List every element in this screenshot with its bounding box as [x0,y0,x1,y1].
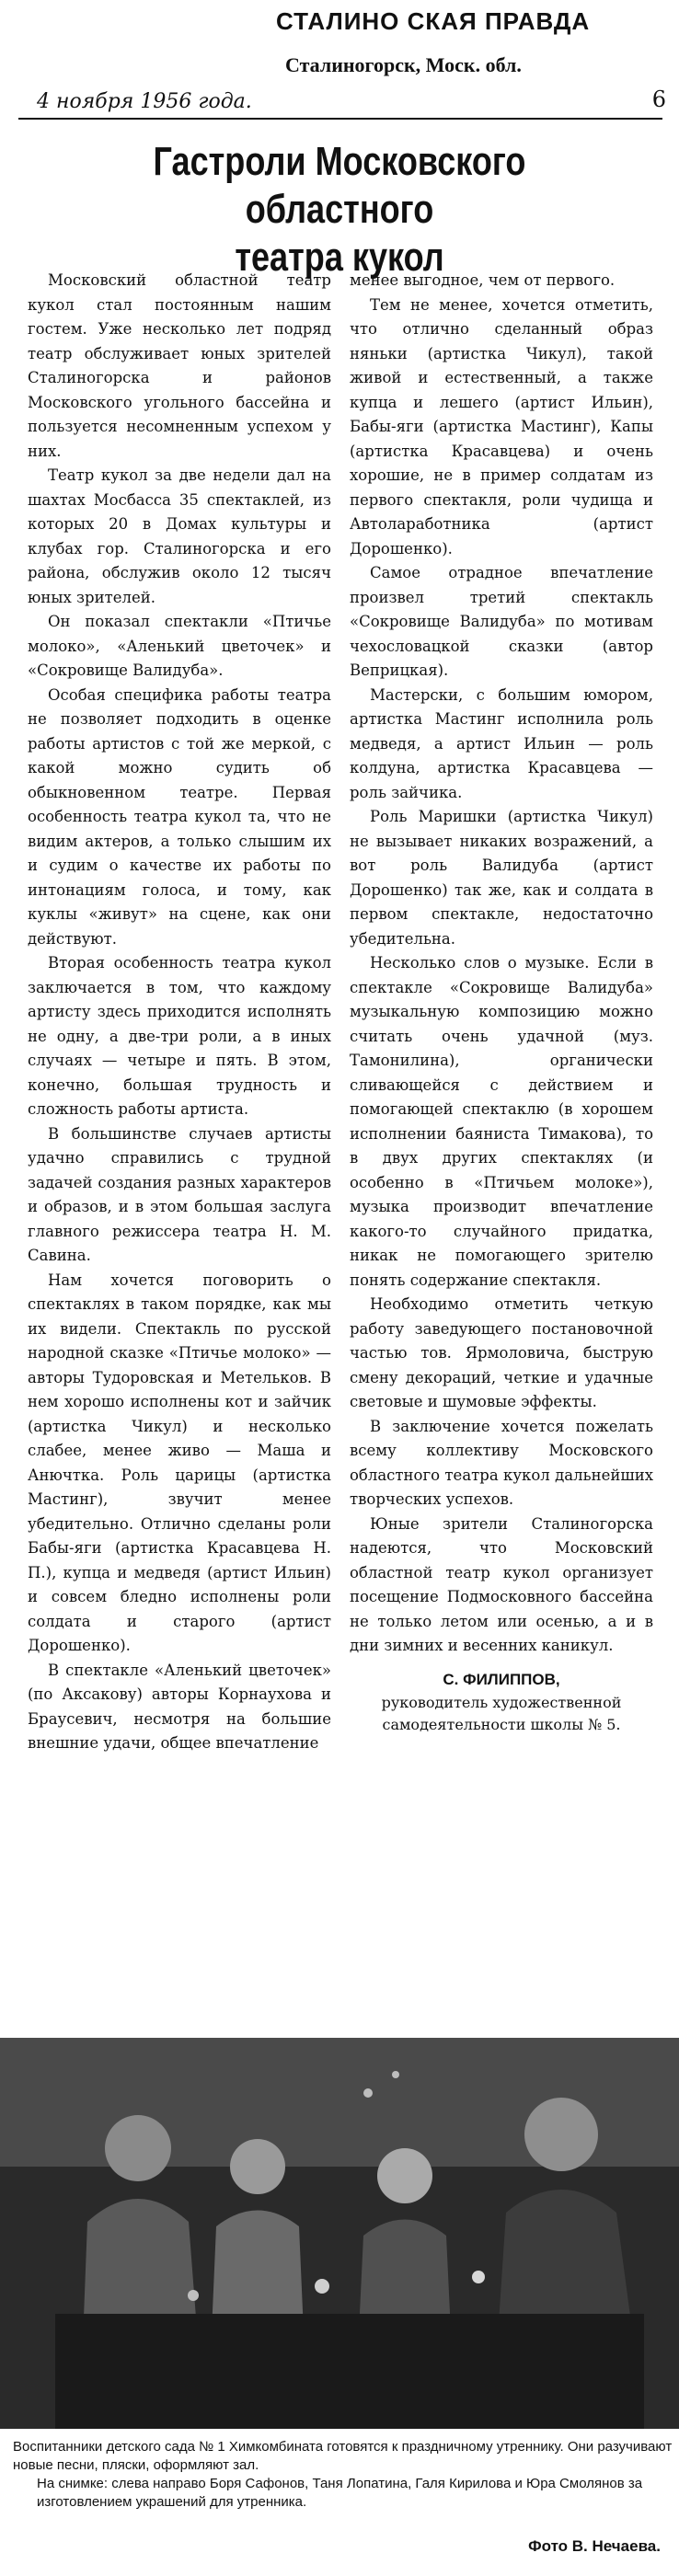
paragraph: менее выгодное, чем от первого. [350,271,616,289]
photo-caption [0,2438,679,2512]
paragraph: Особая специфика работы театра не позволяет подходить в оценке работы артистов с той же меркой, с какой можно судить об обыкновенном театре. Первая особенность театра кукол та, что не видим актеров, а только слышим их и судим о качестве их работы по интонациям голоса, и тому, как куклы «живут» на сцене, как они действуют. [28,685,331,948]
photo-credit: Фото В. Нечаева. [528,2537,661,2555]
masthead-rule [18,118,662,120]
paragraph: Вторая особенность театра кукол заключается в том, что каждому артисту здесь приходится исполнять не одну, а две-три роли, а в иных случаях — четыре и пять. В этом, конечно, большая трудность и сложность работы артиста. [28,954,331,1118]
paragraph: Самое отрадное впечатление произвел третий спектакль «Сокровище Валидуба» по мотивам чехословацкой сказки (автор Веприцкая). [350,564,653,679]
paragraph: Он показал спектакли «Птичье молоко», «Аленький цветочек» и «Сокровище Валидуба». [28,613,331,679]
paragraph: В заключение хочется пожелать всему коллективу Московского областного театра кукол дальнейших творческих успехов. [350,1417,653,1508]
article-body [28,269,653,2012]
left-column [28,269,331,1756]
paragraph: В большинстве случаев артисты удачно справились с трудной задачей создания разных характеров и образов, и в этом большая заслуга главного режиссера театра Н. М. Савина. [28,1124,331,1264]
caption-names: На снимке: слева направо Боря Сафонов, Таня Лопатина, Галя Кирилова и Юра Смолянов за изготовлением украшений для утренника. [37,2476,643,2510]
headline-line-1: Гастроли Московского областного [153,139,526,232]
issue-date: 4 ноября 1956 года. [37,90,252,113]
newspaper-city: Сталиногорск, Моск. обл. [285,53,522,76]
photo-illustration [0,2038,679,2429]
paragraph: Нам хочется поговорить о спектаклях в таком порядке, как мы их видели. Спектакль по русской народной сказке «Птичье молоко» — авторы Тудоровская и Метельков. В нем хорошо исполнены кот и зайчик (артистка Чикул) и несколько слабее, менее живо — Маша и Анючтка. Роль царицы (артистка Мастинг), звучит менее убедительно. Отлично сделаны роли Бабы-яги (артистка Красавцева Н. П.), купца и медведя (артист Ильин) и совсем бледно исполнены роли солдата и старого (артист Дорошенко). [28,1271,331,1654]
paragraph: Театр кукол за две недели дал на шахтах Мосбасса 35 спектаклей, из которых 20 в Домах культуры и клубах гор. Сталиногорска и его района, обслужив около 12 тысяч юных зрителей. [28,466,331,606]
author-signature [350,1668,653,1737]
article-headline [61,138,617,282]
paragraph: Роль Маришки (артистка Чикул) не вызывает никаких возражений, а вот роль Валидуба (артист Дорошенко) так же, как и солдата в первом спектакле, недостаточно убедительна. [350,808,653,948]
paragraph: Мастерски, с большим юмором, артистка Мастинг исполнила роль медведя, а артист Ильин — роль колдуна, артистка Красавцева — роль зайчика. [350,685,653,801]
masthead [0,4,679,123]
paragraph: Московский областной театр кукол стал постоянным нашим гостем. Уже несколько лет подряд театр обслуживает юных зрителей Сталиногорска и районов Московского угольного бассейна и пользуется несомненным успехом у них. [28,271,331,460]
paragraph: Несколько слов о музыке. Если в спектакле «Сокровище Валидуба» музыкальную композицию можно считать очень удачной (муз. Тамонилина), органически сливающейся с действием и помогающей спектаклю (в хорошем исполнении баяниста Тимакова), то в двух других спектаклях (и особенно в «Птичьем молоке»), музыка производит впечатление какого-то случайного придатка, никак не помогающего зрителю понять содержание спектакля. [350,954,653,1289]
right-column [350,269,653,1736]
paragraph: Юные зрители Сталиногорска надеются, что Московский областной театр кукол организует посещение Подмосковного бассейна не только летом или осенью, а и в дни зимних и весенних каникул. [350,1514,653,1654]
paragraph: Тем не менее, хочется отметить, что отлично сделанный образ няньки (артистка Чикул), такой живой и естественный, а также купца и лешего (артист Ильин), Бабы-яги (артистка Мастинг), Капы (артистка Красавцева) и очень хорошие, не в пример солдатам из первого спектакля, роли чудища и Автолаработника (артист Дорошенко). [350,295,653,558]
paragraph: Необходимо отметить четкую работу заведующего постановочной частью тов. Ярмоловича, быструю смену декораций, четкие и удачные световые и шумовые эффекты. [350,1295,653,1410]
author-name: С. ФИЛИППОВ, [443,1670,560,1688]
news-photo [0,2038,679,2429]
headline-line-2: театра кукол [235,235,444,280]
paragraph: В спектакле «Аленький цветочек» (по Аксакову) авторы Корнаухова и Браусевич, несмотря на большие внешние удачи, общее впечатление [28,1661,331,1752]
caption-text: Воспитанники детского сада № 1 Химкомбината готовятся к праздничному утреннику. Они разучивают новые песни, пляски, оформляют зал. [13,2439,673,2473]
page-number: 6 [651,86,666,112]
author-role: руководитель художественной самодеятельности школы № 5. [381,1694,622,1733]
newspaper-name: СТАЛИНО СКАЯ ПРАВДА [276,7,591,35]
